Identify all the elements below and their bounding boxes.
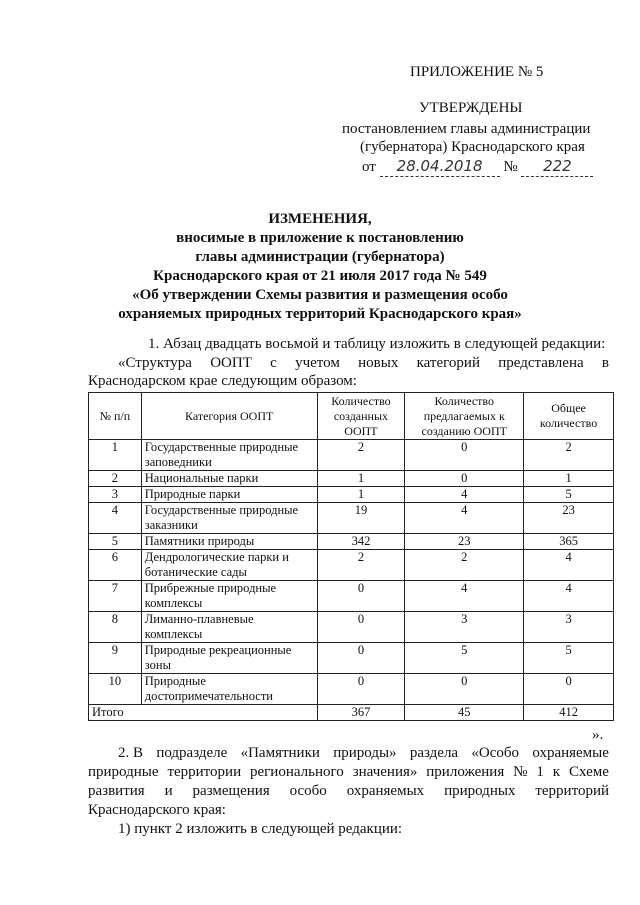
row-total: 4 [524, 581, 614, 612]
row-number: 8 [89, 612, 142, 643]
total-proposed: 45 [405, 705, 524, 721]
row-category: Государственные природные заказники [141, 503, 317, 534]
table-row [89, 612, 614, 643]
row-created: 1 [317, 471, 405, 487]
para2-line3 [88, 783, 609, 800]
table-row [89, 487, 614, 503]
header-created: Количество созданных ООПТ [317, 393, 405, 440]
row-total: 1 [524, 471, 614, 487]
para2-word: охраняемые [532, 745, 609, 761]
row-created: 0 [317, 643, 405, 674]
row-proposed: 4 [405, 487, 524, 503]
table-row [89, 643, 614, 674]
para2-word: размещения [192, 783, 270, 799]
row-proposed: 0 [405, 674, 524, 705]
para1-word: представлена [498, 355, 584, 371]
para2-line1 [118, 745, 609, 762]
para2-word: и [164, 783, 173, 799]
row-category: Дендрологические парки и ботанические сады [141, 550, 317, 581]
para1-word: учетом [295, 355, 340, 371]
table-header-row [89, 393, 614, 440]
row-created: 0 [317, 674, 405, 705]
para2-word: № [513, 764, 528, 780]
row-number: 5 [89, 534, 142, 550]
row-category: Национальные парки [141, 471, 317, 487]
row-number: 10 [89, 674, 142, 705]
para1-word: категорий [416, 355, 480, 371]
row-total: 0 [524, 674, 614, 705]
doc-subtitle-line5: охраняемых природных территорий Краснодарского края» [118, 306, 522, 322]
doc-subtitle-line3: Краснодарского края от 21 июля 2017 года № 549 [153, 268, 487, 284]
table-row [89, 503, 614, 534]
row-total: 3 [524, 612, 614, 643]
row-number: 9 [89, 643, 142, 674]
row-proposed: 5 [405, 643, 524, 674]
para2-line2 [88, 764, 609, 781]
approval-date-line [362, 157, 593, 177]
row-total: 2 [524, 440, 614, 471]
para1-line2 [118, 355, 609, 372]
handwritten-number: 222 [543, 157, 572, 175]
para1-line3: Краснодарском крае следующим образом: [88, 373, 357, 389]
approved-by-line1: постановлением главы администрации [342, 121, 591, 137]
row-number: 1 [89, 440, 142, 471]
row-total: 5 [524, 487, 614, 503]
approved-by-line2: (губернатора) Краснодарского края [360, 139, 585, 155]
row-created: 2 [317, 550, 405, 581]
row-number: 6 [89, 550, 142, 581]
row-proposed: 0 [405, 471, 524, 487]
number-field [521, 157, 593, 177]
row-created: 0 [317, 612, 405, 643]
row-total: 5 [524, 643, 614, 674]
header-total: Общее количество [524, 393, 614, 440]
row-total: 4 [524, 550, 614, 581]
header-proposed: Количество предлагаемых к созданию ООПТ [405, 393, 524, 440]
doc-subtitle-line4: «Об утверждении Схемы развития и размещения особо [132, 287, 508, 303]
appendix-label: ПРИЛОЖЕНИЕ № 5 [410, 64, 544, 80]
para3-line1: 1) пункт 2 изложить в следующей редакции: [118, 821, 403, 837]
row-proposed: 23 [405, 534, 524, 550]
date-field [380, 157, 500, 177]
para2-word: приложения [426, 764, 505, 780]
handwritten-date: 28.04.2018 [396, 157, 483, 175]
table-total-row [89, 705, 614, 721]
para2-word: развития [88, 783, 145, 799]
para1-line1: 1. Абзац двадцать восьмой и таблицу изложить в следующей редакции: [148, 336, 606, 352]
row-created: 342 [317, 534, 405, 550]
para2-word: значения» [352, 764, 418, 780]
table-row [89, 674, 614, 705]
para2-word: особо [289, 783, 327, 799]
row-created: 2 [317, 440, 405, 471]
row-category: Прибрежные природные комплексы [141, 581, 317, 612]
closing-quote: ». [592, 727, 604, 743]
row-created: 19 [317, 503, 405, 534]
para1-word: ООПТ [210, 355, 252, 371]
row-number: 7 [89, 581, 142, 612]
para1-word: в [601, 355, 609, 371]
para2-word: природные [88, 764, 159, 780]
row-proposed: 2 [405, 550, 524, 581]
row-proposed: 4 [405, 503, 524, 534]
para2-word: подразделе [156, 745, 228, 761]
oopt-table [88, 392, 614, 721]
row-category: Природные рекреационные зоны [141, 643, 317, 674]
row-created: 1 [317, 487, 405, 503]
table-row [89, 440, 614, 471]
para2-word: раздела [409, 745, 459, 761]
para2-word: природы» [333, 745, 397, 761]
para2-word: природных [444, 783, 516, 799]
para2-word: охраняемых [346, 783, 425, 799]
approved-label: УТВЕРЖДЕНЫ [419, 100, 523, 116]
from-label: от [362, 159, 376, 175]
para2-word: к [552, 764, 561, 780]
para2-line4: Краснодарского края: [88, 802, 226, 818]
header-number: № п/п [89, 393, 142, 440]
row-category: Природные парки [141, 487, 317, 503]
header-category: Категория ООПТ [141, 393, 317, 440]
total-label: Итого [89, 705, 318, 721]
row-category: Лиманно-плавневые комплексы [141, 612, 317, 643]
para2-word: территории [167, 764, 242, 780]
row-created: 0 [317, 581, 405, 612]
number-label: № [503, 159, 518, 175]
para2-word: Схеме [568, 764, 609, 780]
row-number: 4 [89, 503, 142, 534]
row-number: 2 [89, 471, 142, 487]
row-category: Государственные природные заповедники [141, 440, 317, 471]
doc-subtitle-line1: вносимые в приложение к постановлению [176, 230, 464, 246]
row-proposed: 3 [405, 612, 524, 643]
row-category: Природные достопримечательности [141, 674, 317, 705]
total-created: 367 [317, 705, 405, 721]
table-row [89, 534, 614, 550]
total-total: 412 [524, 705, 614, 721]
row-total: 23 [524, 503, 614, 534]
para1-word: новых [358, 355, 399, 371]
row-total: 365 [524, 534, 614, 550]
row-number: 3 [89, 487, 142, 503]
para1-word: «Структура [118, 355, 192, 371]
row-proposed: 0 [405, 440, 524, 471]
para2-word: «Особо [471, 745, 520, 761]
row-category: Памятники природы [141, 534, 317, 550]
para2-word: регионального [250, 764, 344, 780]
table-row [89, 471, 614, 487]
table-row [89, 581, 614, 612]
doc-subtitle-line2: главы администрации (губернатора) [195, 249, 445, 265]
para1-word: с [270, 355, 277, 371]
table-row [89, 550, 614, 581]
doc-title: ИЗМЕНЕНИЯ, [268, 211, 372, 227]
para2-word: 2. В [118, 745, 144, 761]
para2-word: «Памятники [240, 745, 320, 761]
row-proposed: 4 [405, 581, 524, 612]
para2-word: 1 [536, 764, 544, 780]
para2-word: территорий [535, 783, 609, 799]
